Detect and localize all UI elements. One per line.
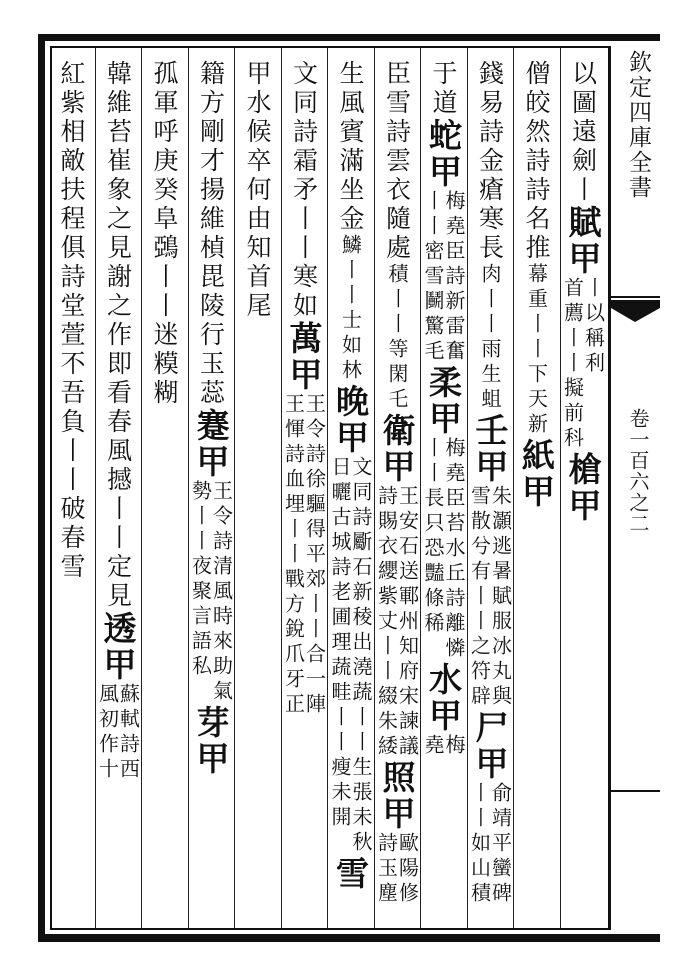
volume-label <box>618 408 658 534</box>
margin-rule <box>608 46 611 930</box>
headword: 賦甲 <box>563 205 603 277</box>
text-run: 韓維苔崔象之見謝之作即看春風撼丨丨定見 <box>103 60 133 611</box>
text-run: 籍方剛才揚維楨毘陵行玉蕊 <box>196 60 226 408</box>
text-run: 孤軍呼庚癸阜鵶丨丨迷糢糊 <box>150 60 179 408</box>
text-column <box>281 60 327 718</box>
text-run: 以圖遠劍丨 <box>568 60 598 205</box>
annotation-text: 王安石送鄆州知府宋諫議 <box>395 485 420 760</box>
annotation-pair <box>469 485 511 710</box>
text-run: 甲 <box>243 60 272 89</box>
column-rule <box>374 48 375 928</box>
inner-top-rule <box>50 46 610 48</box>
frame-bottom-rule <box>40 934 660 942</box>
text-column <box>328 60 373 892</box>
annotation-text: 丨以稱利 <box>581 277 606 377</box>
text-column <box>467 60 513 907</box>
column-rule <box>327 48 328 928</box>
annotation-text: 積丨丨等閑乇 <box>385 263 409 413</box>
annotation-text: 蘇軾詩西 <box>116 683 141 783</box>
annotation-pair <box>479 263 500 413</box>
annotation-text: 丨丨長只恐豔條稀 <box>421 437 445 637</box>
annotation-text: 詩玉塵 <box>374 832 399 907</box>
annotation-pair <box>386 263 407 413</box>
inner-bottom-rule <box>50 928 610 930</box>
annotation-text: 梅堯臣詩新雷奮 <box>442 190 466 365</box>
annotation-text: 朱灝逃暑賦服冰丸與 <box>488 485 513 710</box>
column-rule <box>141 48 142 928</box>
annotation-text: 丨丨如山積 <box>467 782 492 907</box>
text-column <box>144 60 184 408</box>
annotation-text: 王惲詩血埋丨丨戰方銳爪牙正 <box>281 393 306 718</box>
headword: 槍甲 <box>563 452 603 524</box>
text-column <box>374 60 420 907</box>
annotation-text: 詩賜衣纓紫丈丨丨綴朱緌 <box>374 485 399 760</box>
annotation-pair <box>329 456 371 706</box>
column-rule <box>420 48 421 928</box>
annotation-pair <box>422 734 464 759</box>
headword: 尸甲 <box>470 710 510 782</box>
column-rule <box>188 48 189 928</box>
annotation-text: 丨丨密雪鬭驚毛 <box>421 190 445 365</box>
column-rule <box>281 48 282 928</box>
annotation-pair <box>190 480 232 705</box>
annotation-text: 丨丨瘦未開 <box>328 706 352 831</box>
text-run: 僧皎然詩詩名推 <box>522 60 551 263</box>
annotation-text: 日曬古城詩老圃理蔬畦 <box>328 456 352 706</box>
book-title <box>618 50 658 200</box>
annotation-text: 幕重丨丨下天新 <box>524 263 549 438</box>
annotation-pair <box>526 263 547 438</box>
headword: 壬甲 <box>470 413 510 485</box>
text-run: 生風賓滿坐金 <box>336 60 365 234</box>
text-run: 文同詩霜矛丨丨寒如 <box>289 60 319 321</box>
annotation-text: 肉丨丨雨生蛆 <box>478 263 502 413</box>
annotation-pair <box>562 277 604 452</box>
text-run: 臣雪詩雲衣隨處 <box>382 60 412 263</box>
frame-top-rule <box>40 34 660 41</box>
annotation-text: 首薦丨丨擬前科 <box>560 277 585 452</box>
annotation-pair <box>376 485 418 760</box>
annotation-text: 勢丨丨夜聚言語私 <box>188 480 213 680</box>
text-run: 錢易詩金瘡寒長 <box>475 60 505 263</box>
headword: 紙甲 <box>517 438 556 510</box>
headword: 雪 <box>331 856 370 892</box>
annotation-text: 梅 <box>442 734 466 759</box>
column-rule <box>234 48 235 928</box>
text-column <box>95 60 141 783</box>
annotation-pair <box>422 437 464 662</box>
annotation-pair <box>469 782 511 907</box>
text-run: 于道 <box>429 60 458 118</box>
annotation-pair <box>376 832 418 907</box>
annotation-text: 雪散兮有丨丨之符辟 <box>467 485 492 710</box>
headword: 萬甲 <box>284 321 324 393</box>
text-column <box>421 60 466 759</box>
fish-tail-mark-icon <box>611 296 660 336</box>
text-run: 紅紫相敵扶程俱詩堂萱不吾負丨丨破春雪 <box>57 60 86 582</box>
text-column <box>188 60 234 777</box>
column-rule <box>560 48 561 928</box>
annotation-text: 歐陽修 <box>395 832 420 907</box>
annotation-text: 堯 <box>421 734 445 759</box>
headword: 水甲 <box>424 662 463 734</box>
annotation-text: 鱗丨丨士如林 <box>338 234 363 384</box>
annotation-text: 王令詩清風時來助氣 <box>209 480 234 705</box>
column-rule <box>95 48 96 928</box>
headword: 蹇甲 <box>191 408 231 480</box>
column-rule <box>467 48 468 928</box>
book-title-text: 欽定四庫全書 <box>625 50 651 200</box>
annotation-text: 俞靖平蠻碑 <box>488 782 513 907</box>
text-column <box>560 60 606 524</box>
headword: 透甲 <box>98 611 138 683</box>
text-column <box>516 60 556 510</box>
annotation-text: 文同詩斸石新稜出澆蔬 <box>349 456 373 706</box>
volume-label-text: 卷一百六之二 <box>626 408 650 534</box>
annotation-text: 梅堯臣苔水丘詩離憐 <box>442 437 466 662</box>
annotation-text: 風初作十 <box>95 683 120 783</box>
annotation-pair <box>340 234 361 384</box>
headword: 衛甲 <box>377 413 417 485</box>
headword: 蛇甲 <box>424 118 463 190</box>
frame-left-rule <box>38 34 45 942</box>
annotation-pair <box>422 190 464 365</box>
annotation-text: 王令詩徐驅得平郊丨丨合一陣 <box>302 393 327 718</box>
column-rule <box>513 48 514 928</box>
headword: 柔甲 <box>424 365 463 437</box>
annotation-pair <box>97 683 139 783</box>
text-column <box>237 60 277 321</box>
margin-bottom-line <box>611 790 660 792</box>
text-column <box>51 60 91 582</box>
headword: 照甲 <box>377 760 417 832</box>
annotation-pair <box>329 706 371 856</box>
annotation-text: 丨丨生張未秋 <box>349 706 373 856</box>
headword: 晚甲 <box>331 384 370 456</box>
annotation-pair <box>283 393 325 718</box>
text-run: 水候卒何由知首尾 <box>243 89 272 321</box>
headword: 芽甲 <box>191 705 231 777</box>
